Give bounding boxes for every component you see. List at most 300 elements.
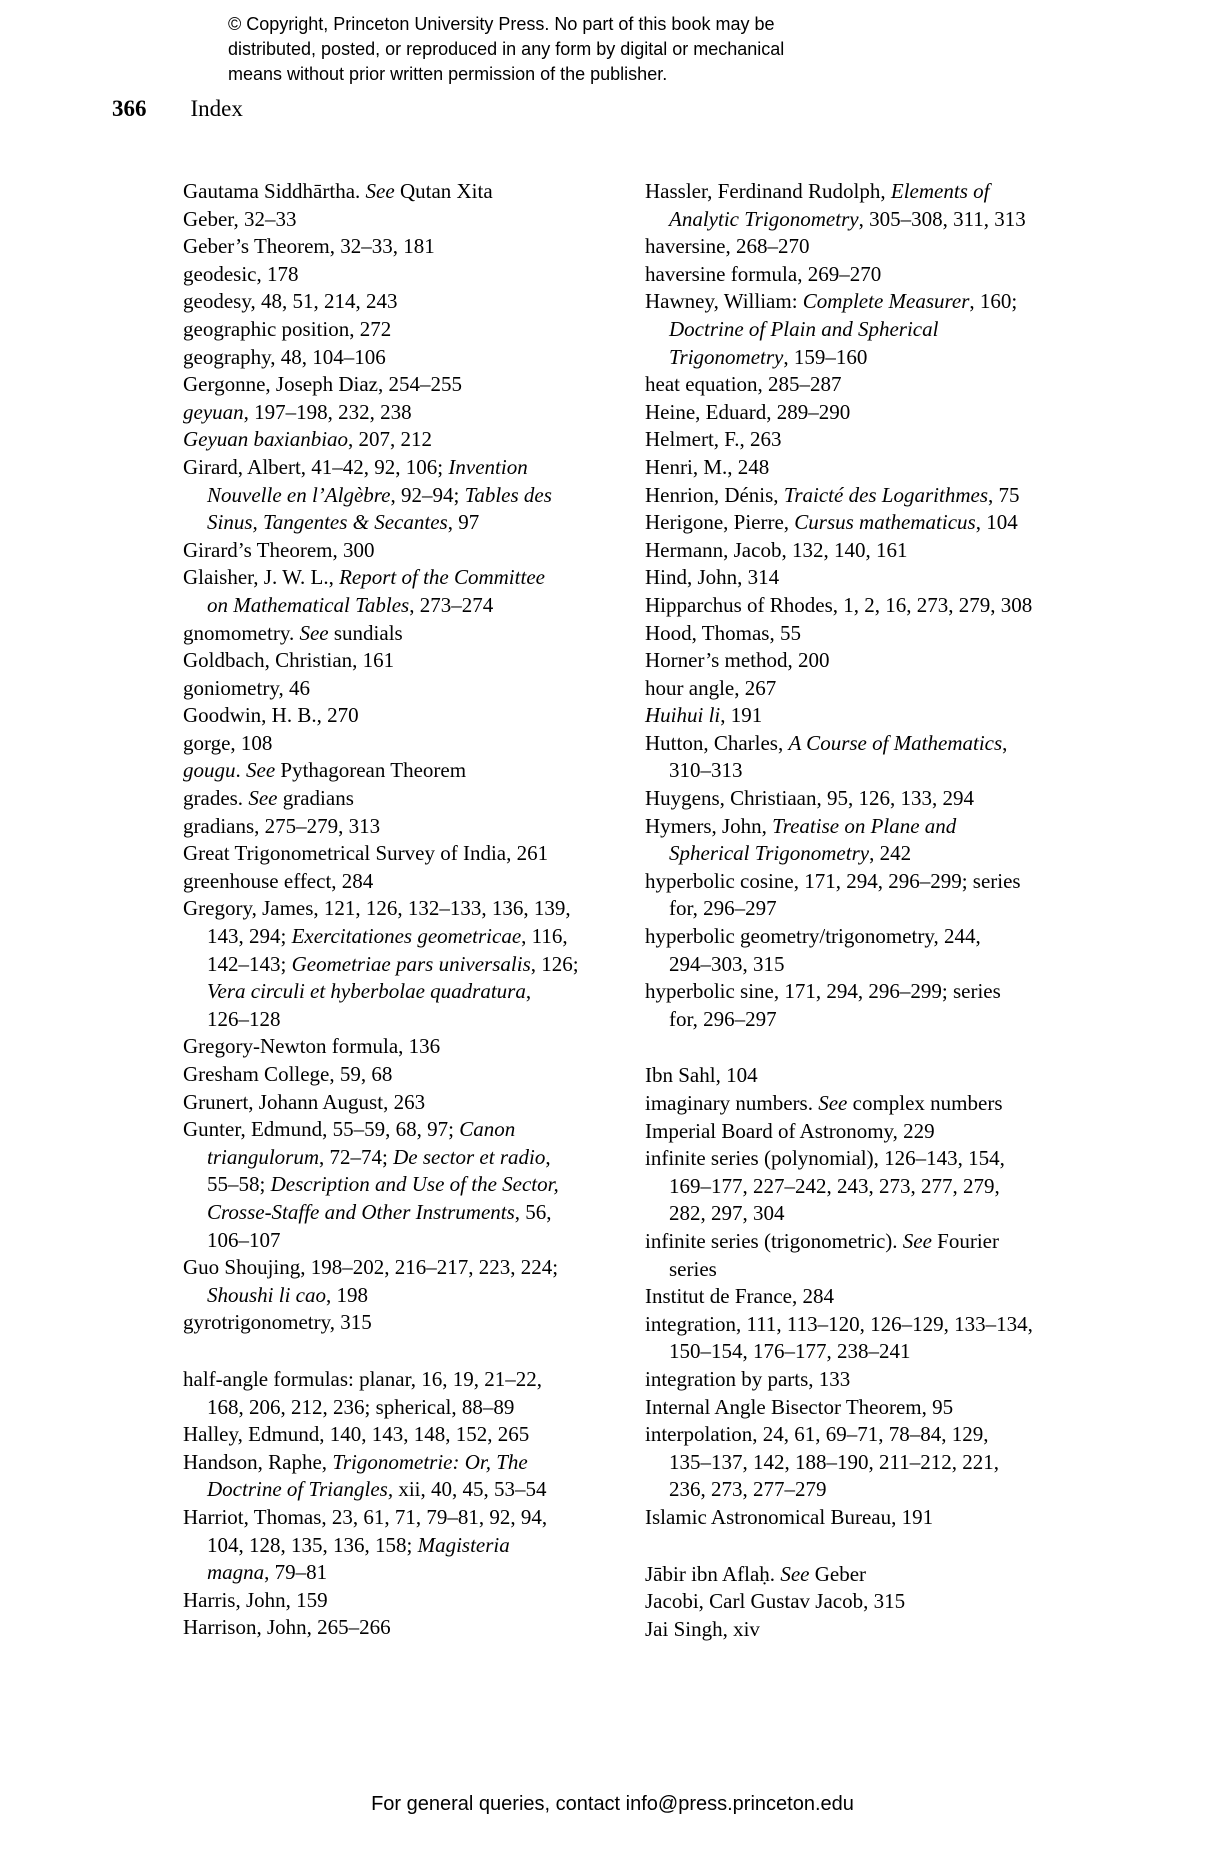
index-entry-line [645, 730, 1115, 758]
index-entry-line [645, 1588, 1115, 1616]
index-entry-line [183, 1089, 638, 1117]
index-entry-continuation-line [645, 1256, 1115, 1284]
index-entry-line [645, 288, 1115, 316]
text: haversine formula, 269–270 [645, 261, 882, 286]
index-entry-line [183, 1366, 638, 1394]
text: Gautama Siddhārtha. [183, 179, 366, 203]
italic-text: Cursus mathematicus [794, 510, 976, 535]
index-entry [183, 868, 638, 896]
text: goniometry, 46 [183, 675, 310, 700]
index-entry-line [183, 288, 638, 316]
text: Gunter, Edmund, 55–59, 68, 97; [183, 1117, 460, 1142]
text: Gregory, James, 121, 126, 132–133, 136, 139, [183, 896, 571, 921]
italic-text: Shoushi li cao [207, 1282, 326, 1307]
index-entry [645, 288, 1115, 371]
index-entry [645, 178, 1115, 233]
index-entry [645, 1145, 1115, 1228]
italic-text: See [365, 179, 395, 203]
text: grades. [183, 786, 249, 811]
italic-text: Traicté des Logarithmes [783, 482, 988, 507]
index-entry [645, 647, 1115, 675]
text: 282, 297, 304 [669, 1201, 785, 1226]
text: Hymers, John, [645, 813, 773, 838]
text: Hassler, Ferdinand Rudolph, [645, 179, 891, 203]
text: Henrion, Dénis, [645, 482, 784, 507]
italic-text: Description and Use of the Sector, [270, 1172, 559, 1197]
text: Jābir ibn Aflaḥ. [645, 1561, 781, 1586]
index-entry-line [645, 592, 1115, 620]
index-entry-line [183, 316, 638, 344]
text: Hipparchus of Rhodes, 1, 2, 16, 273, 279, 308 [645, 592, 1033, 617]
text: geographic position, 272 [183, 316, 392, 341]
index-entry [645, 1228, 1115, 1283]
text: complex numbers [847, 1091, 1003, 1115]
text: Jai Singh, xiv [645, 1616, 760, 1641]
section-gap [645, 1532, 1115, 1561]
text: Goldbach, Christian, 161 [183, 648, 395, 673]
index-entry-line [183, 1061, 638, 1089]
index-entry-line [645, 1118, 1115, 1146]
italic-text: magna [207, 1560, 265, 1585]
index-entry-line [645, 1228, 1115, 1256]
index-entry-line [183, 564, 638, 592]
index-entry [183, 813, 638, 841]
index-entry [645, 426, 1115, 454]
index-entry [183, 206, 638, 234]
index-entry [645, 923, 1115, 978]
text: Gregory-Newton formula, 136 [183, 1034, 441, 1059]
text: gradians [277, 786, 354, 811]
index-entry-line [183, 813, 638, 841]
index-entry-continuation-line [645, 344, 1115, 372]
italic-text: Analytic Trigonometry [669, 206, 859, 231]
text: greenhouse effect, 284 [183, 868, 374, 893]
index-entry-line [645, 1394, 1115, 1422]
index-entry-line [645, 868, 1115, 896]
index-entry-line [183, 537, 638, 565]
text: 168, 206, 212, 236; spherical, 88–89 [207, 1394, 515, 1419]
text: infinite series (trigonometric). [645, 1228, 903, 1253]
index-entry-continuation-line [183, 1282, 638, 1310]
index-entry-line [183, 371, 638, 399]
index-entry-line [645, 509, 1115, 537]
section-gap [183, 1337, 638, 1366]
index-entry [183, 1587, 638, 1615]
text: Hutton, Charles, [645, 730, 789, 755]
index-entry [183, 178, 638, 206]
text: gyrotrigonometry, 315 [183, 1310, 372, 1335]
index-entry-line [645, 564, 1115, 592]
index-entry [183, 1421, 638, 1449]
index-entry [183, 1116, 638, 1254]
text: 55–58; [207, 1172, 271, 1197]
page-number: 366 [112, 96, 147, 121]
text: 143, 294; [207, 924, 292, 949]
index-entry [645, 1311, 1115, 1366]
index-entry [645, 1588, 1115, 1616]
italic-text: Nouvelle en l’Algèbre [207, 482, 391, 507]
index-entry-continuation-line [183, 978, 638, 1006]
index-entry-continuation-line [645, 206, 1115, 234]
index-entry-line [183, 1614, 638, 1642]
italic-text: Huihui li [645, 703, 721, 728]
text: gorge, 108 [183, 730, 273, 755]
text: , 116, [521, 924, 568, 949]
text: geodesic, 178 [183, 261, 299, 286]
index-entry-continuation-line [645, 1449, 1115, 1477]
text: , 97 [447, 510, 480, 535]
index-entry [183, 1309, 638, 1337]
index-entry [645, 537, 1115, 565]
index-entry-line [645, 1283, 1115, 1311]
index-entry-line [183, 233, 638, 261]
italic-text: Elements of [890, 179, 990, 203]
text: Hind, John, 314 [645, 565, 780, 590]
copyright-line: means without prior written permission of the publisher. [228, 64, 668, 84]
index-entry-line [645, 1145, 1115, 1173]
italic-text: A Course of Mathematics [788, 730, 1003, 755]
text: Hawney, William: [645, 289, 803, 314]
text: , 75 [988, 482, 1020, 507]
index-entry [645, 371, 1115, 399]
italic-text: Geometriae pars universalis [291, 951, 531, 976]
right-column [645, 178, 1115, 1643]
index-entry [183, 757, 638, 785]
index-entry-continuation-line [183, 482, 638, 510]
text: , 79–81 [264, 1560, 328, 1585]
text: 236, 273, 277–279 [669, 1477, 827, 1502]
text: Ibn Sahl, 104 [645, 1063, 758, 1088]
index-entry-line [645, 1090, 1115, 1118]
index-entry-line [645, 399, 1115, 427]
index-entry [645, 1118, 1115, 1146]
index-entry-continuation-line [183, 1559, 638, 1587]
index-entry-line [645, 1311, 1115, 1339]
text: gnomometry. [183, 620, 300, 645]
text: Goodwin, H. B., 270 [183, 703, 359, 728]
text: interpolation, 24, 61, 69–71, 78–84, 129, [645, 1422, 989, 1447]
index-entry-line [183, 620, 638, 648]
index-entry [183, 840, 638, 868]
index-entry-line [645, 482, 1115, 510]
italic-text: Geyuan baxianbiao [183, 427, 349, 452]
text: Halley, Edmund, 140, 143, 148, 152, 265 [183, 1422, 530, 1447]
text: Handson, Raphe, [183, 1449, 333, 1474]
index-entry [645, 564, 1115, 592]
text: Geber, 32–33 [183, 206, 297, 231]
index-entry-continuation-line [645, 895, 1115, 923]
index-entry-continuation-line [645, 1173, 1115, 1201]
index-entry [645, 1561, 1115, 1589]
index-entry [183, 537, 638, 565]
text: Harriot, Thomas, 23, 61, 71, 79–81, 92, 94, [183, 1504, 548, 1529]
text: Harrison, John, 265–266 [183, 1615, 391, 1640]
text: series [669, 1256, 717, 1281]
text: , 197–198, 232, 238 [243, 399, 412, 424]
index-entry-line [183, 261, 638, 289]
index-entry [183, 399, 638, 427]
index-entry-continuation-line [645, 1476, 1115, 1504]
index-entry-continuation-line [645, 1006, 1115, 1034]
index-entry [183, 1061, 638, 1089]
italic-text: Canon [459, 1117, 516, 1142]
index-entry [645, 1616, 1115, 1644]
text: Hood, Thomas, 55 [645, 620, 801, 645]
index-entry-line [183, 868, 638, 896]
text: , 273–274 [409, 592, 494, 617]
index-entry [183, 316, 638, 344]
index-entry-line [183, 730, 638, 758]
copyright-line: © Copyright, Princeton University Press. No part of this book may be [228, 14, 775, 34]
text: , 72–74; [319, 1144, 394, 1169]
text: for, 296–297 [669, 1006, 777, 1031]
italic-text: gougu [183, 758, 236, 783]
index-entry [183, 620, 638, 648]
index-entry-line [183, 675, 638, 703]
index-entry [183, 1254, 638, 1309]
index-entry [645, 1421, 1115, 1504]
index-entry-continuation-line [645, 757, 1115, 785]
index-entry [645, 482, 1115, 510]
text: Girard’s Theorem, 300 [183, 537, 375, 562]
index-entry [645, 233, 1115, 261]
text: 294–303, 315 [669, 951, 785, 976]
index-entry-line [645, 1421, 1115, 1449]
italic-text: Doctrine of Triangles, [207, 1477, 394, 1502]
index-entry [645, 1504, 1115, 1532]
index-entry-line [645, 620, 1115, 648]
index-entry-line [183, 206, 638, 234]
italic-text: Crosse-Staffe and Other Instruments [207, 1199, 515, 1224]
text: 142–143; [207, 951, 292, 976]
italic-text: Exercitationes geometricae [291, 924, 522, 949]
index-entry [183, 895, 638, 1033]
index-entry-line [183, 1449, 638, 1477]
index-entry-continuation-line [183, 1227, 638, 1255]
text: Pythagorean Theorem [275, 758, 467, 783]
index-entry [645, 1062, 1115, 1090]
text: sundials [328, 620, 403, 645]
text: , [545, 1144, 551, 1169]
section-gap [645, 1033, 1115, 1062]
italic-text: Report of the Committee [339, 565, 545, 590]
italic-text: Trigonometry [669, 344, 784, 369]
text: Fourier [931, 1228, 999, 1253]
text: Imperial Board of Astronomy, 229 [645, 1118, 935, 1143]
text: , 104 [975, 510, 1018, 535]
index-entry-line [645, 371, 1115, 399]
index-entry [183, 1366, 638, 1421]
index-entry-continuation-line [183, 923, 638, 951]
index-entry [183, 1614, 638, 1642]
text: , 198 [326, 1282, 368, 1307]
index-entry-line [183, 757, 638, 785]
index-entry-continuation-line [183, 1532, 638, 1560]
index-entry-line [183, 426, 638, 454]
text: Glaisher, J. W. L., [183, 565, 340, 590]
index-entry-line [183, 1504, 638, 1532]
text: , 92–94; [390, 482, 465, 507]
index-entry [183, 371, 638, 399]
index-entry [645, 730, 1115, 785]
index-entry-line [183, 1309, 638, 1337]
index-entry-line [645, 261, 1115, 289]
index-entry [645, 592, 1115, 620]
italic-text: See [248, 786, 278, 811]
copyright-line: distributed, posted, or reproduced in any form by digital or mechanical [228, 39, 785, 59]
italic-text: Sinus, Tangentes & Secantes [207, 510, 448, 535]
index-entry [183, 675, 638, 703]
index-entry-line [645, 702, 1115, 730]
text: hyperbolic sine, 171, 294, 296–299; series [645, 979, 1001, 1004]
text: 135–137, 142, 188–190, 211–212, 221, [669, 1449, 999, 1474]
italic-text: See [818, 1091, 848, 1115]
index-entry [645, 261, 1115, 289]
text: integration, 111, 113–120, 126–129, 133–134, [645, 1311, 1033, 1336]
index-entry-line [645, 675, 1115, 703]
index-entry-line [645, 1561, 1115, 1589]
text: hour angle, 267 [645, 675, 777, 700]
index-entry-line [183, 1033, 638, 1061]
text: geodesy, 48, 51, 214, 243 [183, 289, 398, 314]
italic-text: De sector et radio [393, 1144, 546, 1169]
index-entry-continuation-line [183, 1171, 638, 1199]
italic-text: See [299, 620, 329, 645]
index-entry-continuation-line [645, 1338, 1115, 1366]
text: xii, 40, 45, 53–54 [393, 1477, 547, 1502]
index-entry-line [645, 1616, 1115, 1644]
italic-text: Magisteria [417, 1532, 510, 1557]
index-entry-line [645, 1504, 1115, 1532]
text: hyperbolic cosine, 171, 294, 296–299; series [645, 868, 1021, 893]
index-entry [183, 454, 638, 537]
index-entry-line [183, 1116, 638, 1144]
italic-text: on Mathematical Tables [207, 592, 410, 617]
index-entry [645, 978, 1115, 1033]
index-entry [183, 1449, 638, 1504]
text: Qutan Xita [394, 179, 493, 203]
index-entry [183, 1504, 638, 1587]
index-entry [183, 702, 638, 730]
text: , 242 [869, 841, 912, 866]
italic-text: Complete Measurer [802, 289, 970, 314]
index-entry [183, 785, 638, 813]
index-entry-line [183, 840, 638, 868]
index-entry-line [645, 233, 1115, 261]
text: imaginary numbers. [645, 1091, 819, 1115]
text: , [525, 979, 532, 1004]
text: Horner’s method, 200 [645, 648, 830, 673]
index-entry [183, 647, 638, 675]
index-entry-line [183, 178, 638, 206]
text: Heine, Eduard, 289–290 [645, 399, 851, 424]
index-entry-continuation-line [645, 1200, 1115, 1228]
text: Geber [809, 1561, 867, 1586]
text: , [1002, 730, 1008, 755]
text: Internal Angle Bisector Theorem, 95 [645, 1394, 954, 1419]
index-entry [183, 426, 638, 454]
index-entry [645, 1090, 1115, 1118]
index-entry [183, 730, 638, 758]
text: for, 296–297 [669, 896, 777, 921]
text: Girard, Albert, 41–42, 92, 106; [183, 454, 449, 479]
text: Institut de France, 284 [645, 1284, 834, 1309]
index-entry [645, 620, 1115, 648]
index-entry-continuation-line [183, 951, 638, 979]
text: Huygens, Christiaan, 95, 126, 133, 294 [645, 786, 974, 811]
text: , 191 [720, 703, 763, 728]
index-entry [645, 1394, 1115, 1422]
text: Herigone, Pierre, [645, 510, 795, 535]
index-entry [645, 454, 1115, 482]
index-entry-line [645, 426, 1115, 454]
index-entry [645, 675, 1115, 703]
text: Gresham College, 59, 68 [183, 1062, 393, 1086]
index-entry-line [645, 813, 1115, 841]
italic-text: See [902, 1228, 932, 1253]
italic-text: Spherical Trigonometry [669, 841, 870, 866]
index-entry-line [645, 647, 1115, 675]
text: , 159–160 [783, 344, 868, 369]
index-entry [645, 399, 1115, 427]
index-entry-continuation-line [645, 316, 1115, 344]
text: , 160; [969, 289, 1018, 314]
index-entry-continuation-line [183, 1144, 638, 1172]
copyright-notice [228, 12, 784, 87]
index-entry [645, 702, 1115, 730]
text: Harris, John, 159 [183, 1587, 328, 1612]
index-entry [183, 344, 638, 372]
index-entry-line [183, 1421, 638, 1449]
italic-text: Doctrine of Plain and Spherical [669, 316, 939, 341]
index-entry-line [183, 399, 638, 427]
text: , 126; [530, 951, 579, 976]
text: Great Trigonometrical Survey of India, 261 [183, 841, 549, 866]
index-entry [183, 564, 638, 619]
page-header [112, 96, 243, 122]
italic-text: geyuan [183, 399, 244, 424]
text: 310–313 [669, 758, 743, 783]
index-entry-line [183, 1587, 638, 1615]
index-entry [645, 509, 1115, 537]
text: Jacobi, Carl Gustav Jacob, 315 [645, 1589, 906, 1614]
index-entry [183, 1033, 638, 1061]
index-entry-line [645, 1366, 1115, 1394]
index-entry-continuation-line [183, 509, 638, 537]
index-entry [645, 785, 1115, 813]
index-entry-line [645, 978, 1115, 1006]
italic-text: Invention [448, 454, 528, 479]
text: Gergonne, Joseph Diaz, 254–255 [183, 372, 462, 397]
index-entry-continuation-line [645, 951, 1115, 979]
index-entry-continuation-line [183, 1394, 638, 1422]
text: integration by parts, 133 [645, 1366, 851, 1391]
index-entry [183, 288, 638, 316]
text: Hermann, Jacob, 132, 140, 161 [645, 537, 908, 562]
index-entry-line [183, 647, 638, 675]
text: Geber’s Theorem, 32–33, 181 [183, 234, 435, 259]
index-entry [183, 261, 638, 289]
index-entry [183, 1089, 638, 1117]
index-entry [645, 868, 1115, 923]
index-entry-line [183, 454, 638, 482]
index-entry [645, 1366, 1115, 1394]
text: Grunert, Johann August, 263 [183, 1089, 426, 1114]
page-title: Index [190, 96, 243, 121]
italic-text: Treatise on Plane and [772, 813, 957, 838]
index-entry-line [645, 537, 1115, 565]
italic-text: Vera circuli et hyberbolae quadratura [207, 979, 526, 1004]
